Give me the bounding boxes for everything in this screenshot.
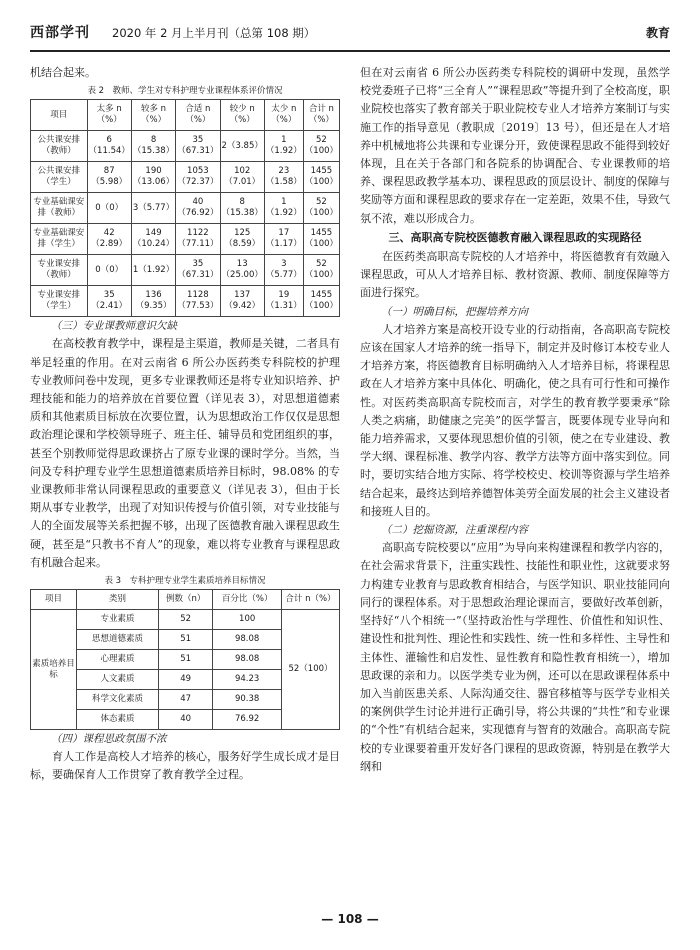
table-cell: 52 — [159, 610, 213, 630]
table-cell: 52（100） — [303, 193, 339, 224]
quality-goals-table — [30, 589, 340, 730]
table-cell: 专业素质 — [77, 610, 159, 630]
table-header-cell: 较多 n（%） — [131, 100, 175, 131]
evaluation-table — [30, 99, 340, 317]
table-cell: 1053（72.37） — [176, 162, 220, 193]
table-group-cell: 素质培养目标 — [31, 610, 77, 730]
table-cell: 心理素质 — [77, 650, 159, 670]
table-cell: 专业课安排（教师） — [31, 255, 88, 286]
table-cell: 149（10.24） — [131, 224, 175, 255]
table-cell: 19（1.31） — [264, 286, 303, 317]
table-cell: 35（2.41） — [87, 286, 131, 317]
table-cell: 8（15.38） — [220, 193, 264, 224]
subsection-heading: （二）挖掘资源，注重课程内容 — [381, 524, 528, 537]
table-cell: 87（5.98） — [87, 162, 131, 193]
table-cell: 98.08 — [213, 650, 282, 670]
table-cell: 思想道德素质 — [77, 630, 159, 650]
table-cell: 102（7.01） — [220, 162, 264, 193]
table-header-cell: 百分比（%） — [213, 590, 282, 610]
table-cell: 人文素质 — [77, 670, 159, 690]
table-header-cell: 合适 n（%） — [176, 100, 220, 131]
table-total-cell: 52（100） — [282, 610, 340, 730]
page-number: — 108 — — [321, 912, 379, 926]
paragraph: 在医药类高职高专院校的人才培养中，将医德教育有效融入课程思政，可从人才培养目标、教材资源、教师、制度保障等方面进行探究。 — [360, 250, 670, 300]
table-row — [31, 131, 340, 162]
paragraph: 高职高专院校要以“应用”为导向来构建课程和教学内容的，在社会需求背景下，注重实践性、技能性和职业性，这就要求努力构建专业教育与思政教育相结合，与医学知识、职业技能同向同行的课程体系。对于思想政治理论课而言，要做好改革创新，坚持好“八个相统一”（坚持政治性与学理性、价值性和知识性、建设性和批判性、理论性和实践性、统一性和多样性、主导性和主体性、灌输性和启发性、显性教育和隐性教育相统一），增加思政课的亲和力。以医学类专业为例，还可以在思政课程体系中加入当前医患关系、人际沟通交往、器官移植等与医学专业相关的案例供学生讨论并进行正确引导，将公共课的“共性”和专业课的“个性”有机结合起来，实现德育与智育的效融合。高职高专院校的专业课要着重开发好各门课程的思政资源，特别是在教学大纲和 — [360, 541, 670, 773]
table-row — [31, 610, 340, 630]
table-header-cell: 类别 — [77, 590, 159, 610]
table-cell: 1（1.92） — [264, 131, 303, 162]
journal-name: 西部学刊 — [30, 25, 90, 41]
table-header-row — [31, 590, 340, 610]
table-cell: 1128（77.53） — [176, 286, 220, 317]
table-row — [31, 224, 340, 255]
table-cell: 76.92 — [213, 710, 282, 730]
table-cell: 0（0） — [87, 255, 131, 286]
paragraph: 育人工作是高校人才培养的核心，服务好学生成长成才是目标，要确保育人工作贯穿了教育教学全过程。 — [30, 750, 340, 782]
table-cell: 3（5.77） — [264, 255, 303, 286]
paragraph: 人才培养方案是高校开设专业的行动指南，各高职高专院校应该在国家人才培养的统一指导下，制定并及时修订本校专业人才培养方案，将医德教育目标明确纳入人才培养目标，将课程思政在人才培养方案中具体化、明确化，使之具有可行性和可操作性。对医药类高职高专院校而言，对学生的教育教学要秉承“除人类之病痛，助健康之完美”的医学誓言，既要体现专业导向和能力培养需求，又要体现思想价值的引领，使之在专业建设、教学大纲、课程标准、教学内容、教学方法等方面中落实到位。同时，要切实结合地方实际、将学校校史、校训等资源与学生培养结合起来，最终达到培养德智体美劳全面发展的社会主义建设者和接班人目的。 — [360, 322, 670, 518]
paragraph: 但在对云南省 6 所公办医药类专科院校的调研中发现，虽然学校党委班子已将“三全育人”“课程思政”等提升到了全校高度，职业院校也落实了教育部关于职业院校专业人才培养方案制订与实施工作的指导意见（教职成〔2019〕13 号），但还是在人才培养中机械地将公共课和专业课分开，致使课程思政不能得到较好体现，且在关于各部门和各院系的协调配合、专业课教师的培养、课程思政教学基本功、课程思政的顶层设计、制度的保障与奖励等方面和课程思政的要求存在一定差距，效果不佳，导致气氛不浓，难以形成合力。 — [360, 66, 670, 225]
table-row — [31, 286, 340, 317]
table-cell: 1455（100） — [303, 224, 339, 255]
table-header-cell: 太少 n（%） — [264, 100, 303, 131]
table-cell: 3（5.77） — [131, 193, 175, 224]
section-name: 教育 — [645, 26, 670, 40]
table-cell: 137（9.42） — [220, 286, 264, 317]
left-column — [30, 64, 340, 785]
table-cell: 49 — [159, 670, 213, 690]
paragraph: 机结合起来。 — [30, 66, 96, 79]
subsection-heading: （三）专业课教师意识欠缺 — [51, 320, 177, 333]
table-cell: 190（13.06） — [131, 162, 175, 193]
table-cell: 专业课安排（学生） — [31, 286, 88, 317]
table-cell: 23（1.58） — [264, 162, 303, 193]
table-cell: 40（76.92） — [176, 193, 220, 224]
paragraph: 在高校教育教学中，课程是主渠道，教师是关键，二者具有举足轻重的作用。在对云南省 6 所公办医药类专科院校的护理专业教师问卷中发现，更多专业课教师还是将专业知识培养、护理技能和能力的培养放在首要位置（详见表 3），对思想道德素质和其他素质目标放在次要位置，认为思想政治工作仅仅是思想政治理论课和学校领导班子、班主任、辅导员和党团组织的事，甚至个别教师觉得思政课挤占了原专业课的课时学分。当然，当问及专科护理专业学生思想道德素质培养目标时，98.08% 的专业课教师非常认同课程思政的重要意义（详见表 3），但由于长期从事专业教学，出现了对知识传授与价值引领，对专业技能与人的全面发展等关系把握不够，出现了医德教育融入课程思政生硬，甚至是“只教书不育人”的现象，难以将专业教育与课程思政有机融合起来。 — [30, 337, 340, 569]
section-heading: 三、高职高专院校医德教育融入课程思政的实现路径 — [388, 230, 642, 244]
table-row — [31, 255, 340, 286]
table-cell: 98.08 — [213, 630, 282, 650]
table-row — [31, 193, 340, 224]
table-cell: 17（1.17） — [264, 224, 303, 255]
table-header-row — [31, 100, 340, 131]
issue-info: 2020 年 2 月上半月刊（总第 108 期） — [112, 26, 316, 40]
table-header-cell: 例数（n） — [159, 590, 213, 610]
table-caption: 表 3 专科护理专业学生素质培养目标情况 — [104, 576, 266, 587]
table-cell: 13（25.00） — [220, 255, 264, 286]
table-cell: 1（1.92） — [131, 255, 175, 286]
table-cell: 1455（100） — [303, 286, 339, 317]
table-cell: 1（1.92） — [264, 193, 303, 224]
subsection-heading: （一）明确目标，把握培养方向 — [381, 305, 528, 318]
table-cell: 8（15.38） — [131, 131, 175, 162]
table-cell: 1122（77.11） — [176, 224, 220, 255]
table-cell: 136（9.35） — [131, 286, 175, 317]
table-cell: 47 — [159, 690, 213, 710]
subsection-heading: （四）课程思政氛围不浓 — [51, 733, 167, 746]
right-column — [360, 64, 670, 776]
table-cell: 51 — [159, 630, 213, 650]
table-cell: 125（8.59） — [220, 224, 264, 255]
table-cell: 公共课安排（学生） — [31, 162, 88, 193]
table-cell: 1455（100） — [303, 162, 339, 193]
table-cell: 科学文化素质 — [77, 690, 159, 710]
table-header-cell: 项目 — [31, 100, 88, 131]
table-cell: 94.23 — [213, 670, 282, 690]
table-cell: 公共课安排（教师） — [31, 131, 88, 162]
table-cell: 35（67.31） — [176, 255, 220, 286]
table-cell: 40 — [159, 710, 213, 730]
table-cell: 51 — [159, 650, 213, 670]
table-cell: 专业基础课安排（学生） — [31, 224, 88, 255]
table-header-cell: 太多 n（%） — [87, 100, 131, 131]
table-row — [31, 162, 340, 193]
table-header-cell: 合计 n（%） — [303, 100, 339, 131]
table-header-cell: 合计 n（%） — [282, 590, 340, 610]
table-cell: 0（0） — [87, 193, 131, 224]
table-cell: 90.38 — [213, 690, 282, 710]
table-cell: 体态素质 — [77, 710, 159, 730]
table-cell: 6（11.54） — [87, 131, 131, 162]
table-header-cell: 较少 n（%） — [220, 100, 264, 131]
table-caption: 表 2 教师、学生对专科护理专业课程体系评价情况 — [87, 86, 283, 97]
table-cell: 52（100） — [303, 131, 339, 162]
table-cell: 35（67.31） — [176, 131, 220, 162]
table-cell: 专业基础课安排（教师） — [31, 193, 88, 224]
table-cell: 100 — [213, 610, 282, 630]
page-header — [30, 14, 670, 52]
table-cell: 42（2.89） — [87, 224, 131, 255]
table-cell: 2（3.85） — [220, 131, 264, 162]
table-header-cell: 项目 — [31, 590, 77, 610]
table-cell: 52（100） — [303, 255, 339, 286]
